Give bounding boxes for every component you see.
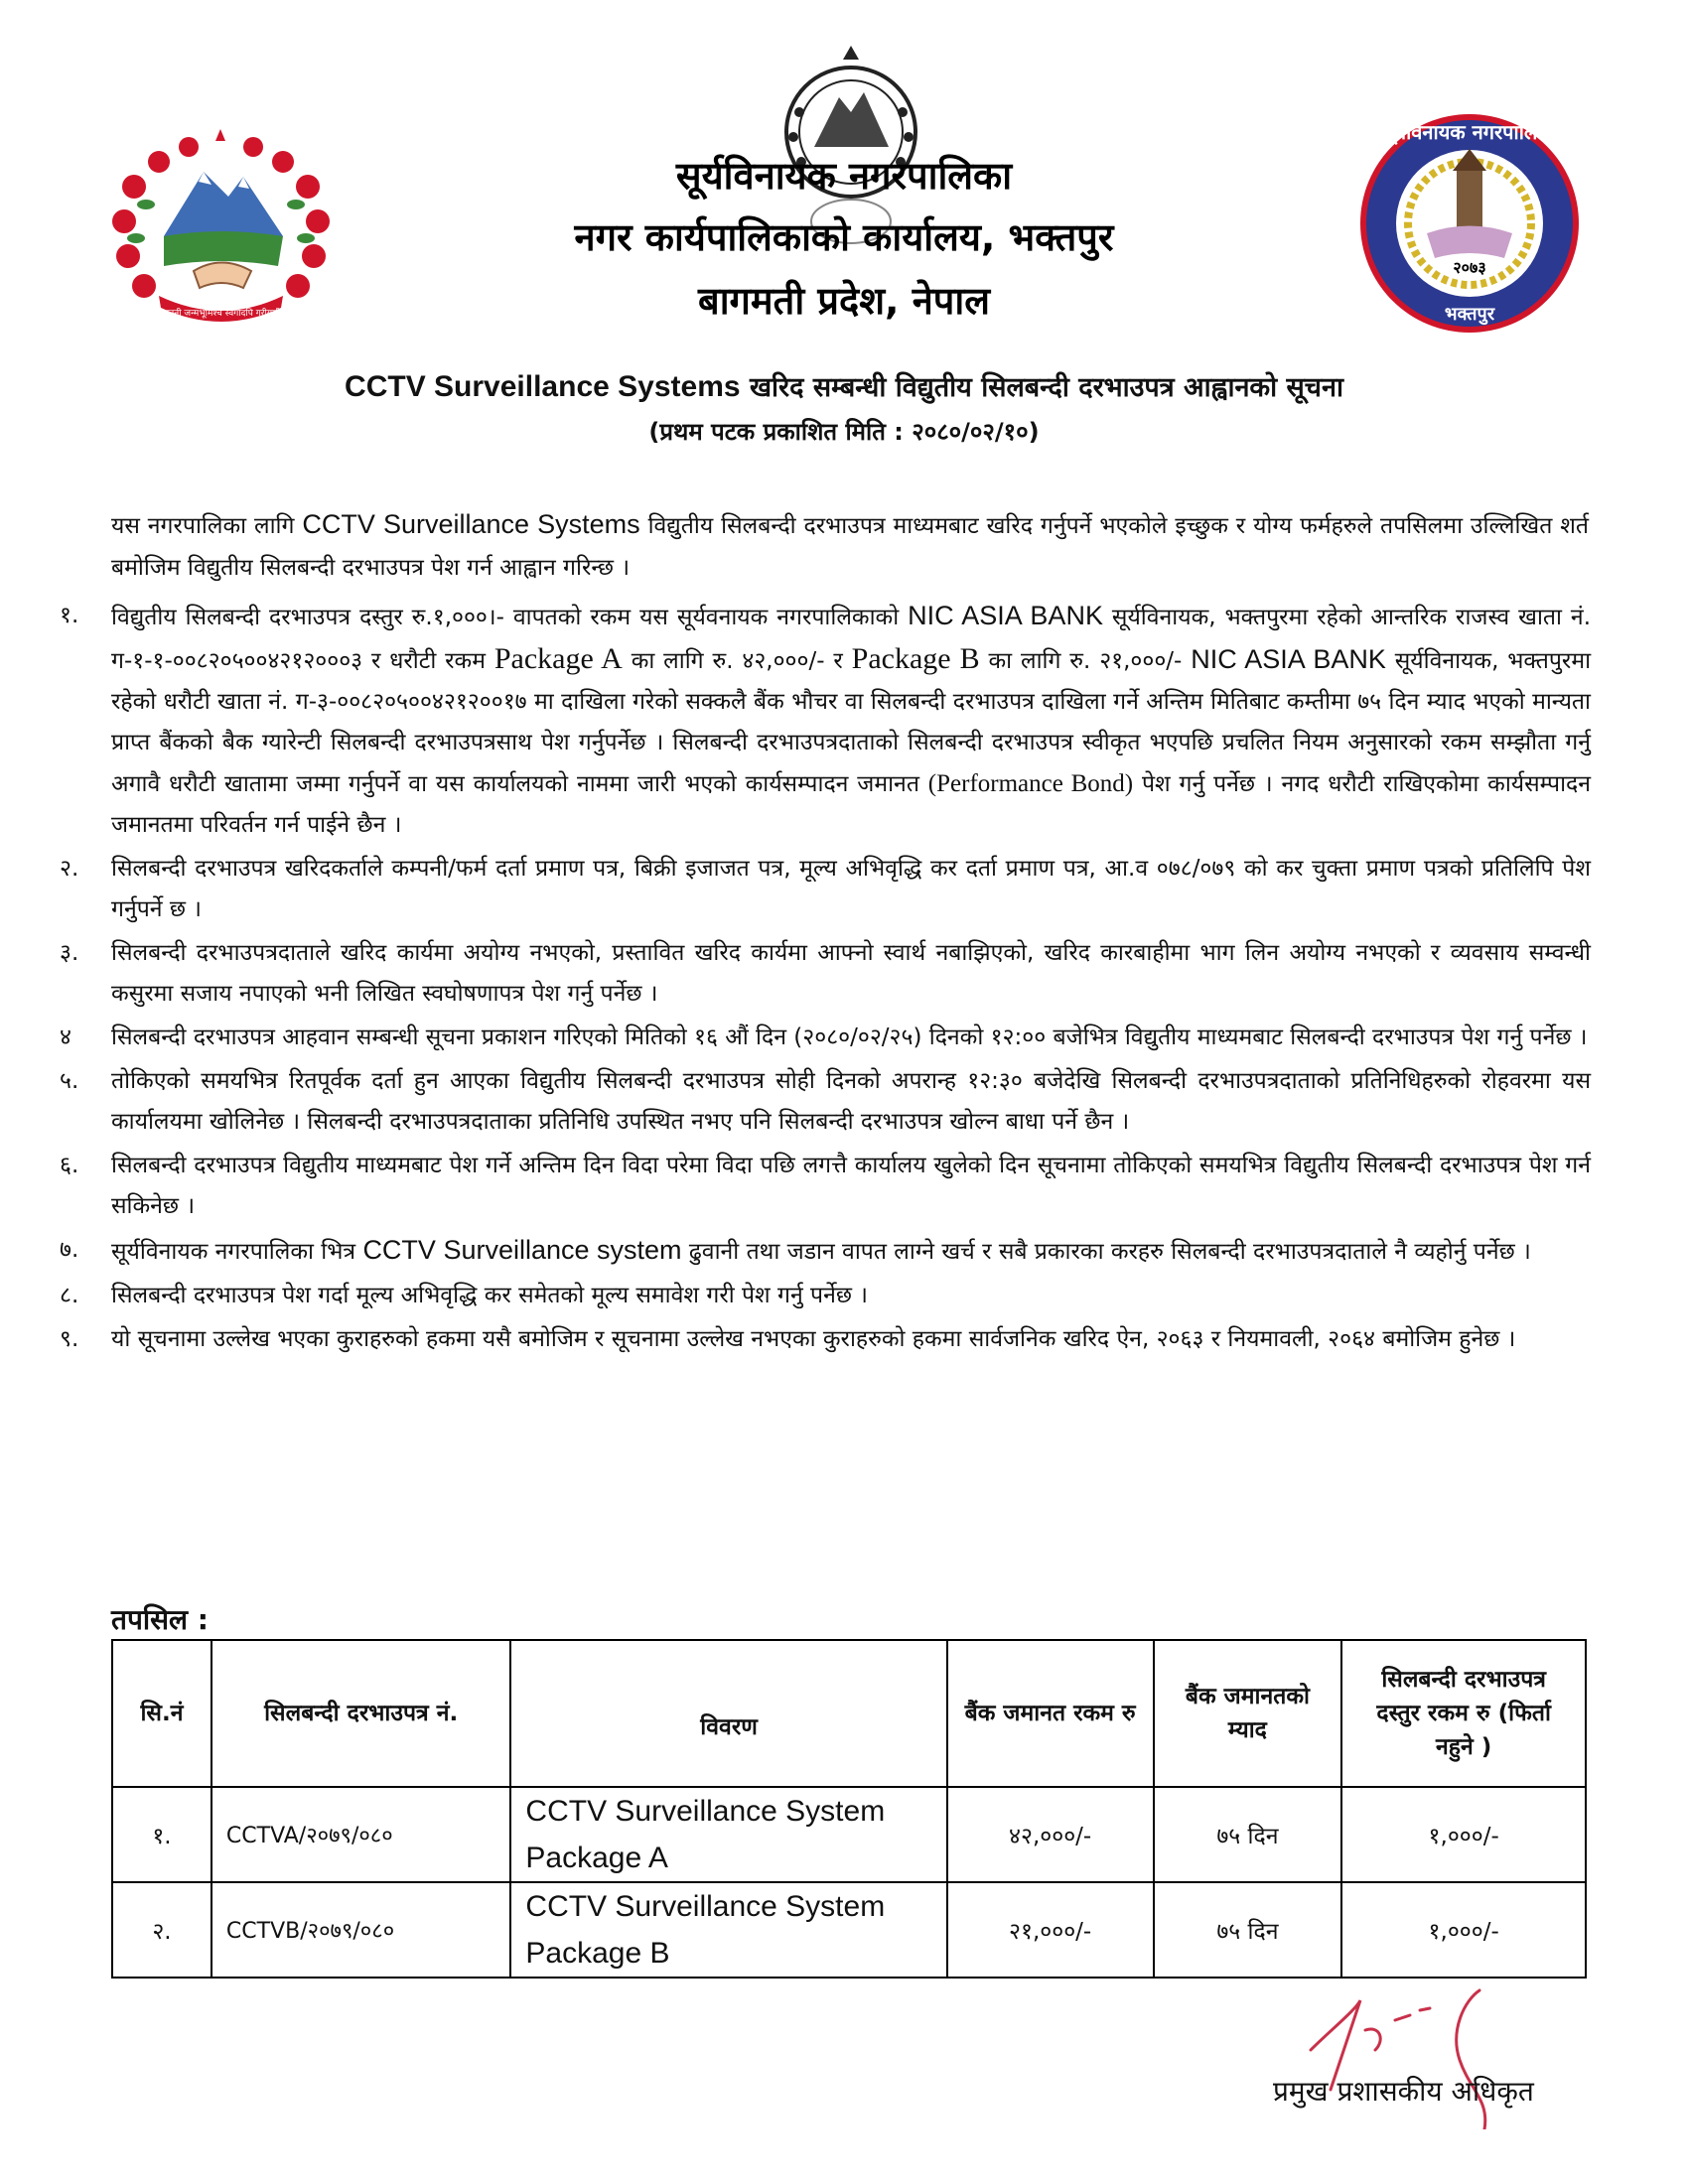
item-text: सिलबन्दी दरभाउपत्र खरिदकर्ताले कम्पनी/फर्म दर्ता प्रमाण पत्र, बिक्री इजाजत पत्र, मूल्य अभिवृद्धि कर दर्ता प्रमाण पत्र, आ.व ०७८/०७९ को कर चुक्ता प्रमाण पत्रको प्रतिलिपि पेश गर्नुपर्ने छ । <box>111 856 1591 922</box>
item-number: १. <box>60 603 79 628</box>
municipality-logo-icon <box>1355 109 1584 338</box>
list-item <box>60 1146 1591 1227</box>
item-text: सिलबन्दी दरभाउपत्र आहवान सम्बन्धी सूचना प्रकाशन गरिएको मितिको १६ औं दिन (२०८०/०२/२५) दिनको १२:०० बजेभित्र विद्युतीय माध्यमबाट सिलबन्दी दरभाउपत्र पेश गर्नु पर्नेछ । <box>111 1024 1588 1050</box>
province-line: बागमती प्रदेश, नेपाल <box>698 279 990 323</box>
item-number: ३. <box>60 940 79 966</box>
item-text: विद्युतीय सिलबन्दी दरभाउपत्र दस्तुर रु.१,०००।- वापतको रकम यस सूर्यवनायक नगरपालिकाको NIC ASIA BANK सूर्यविनायक, भक्तपुरमा रहेको आन्तरिक राजस्व खाता नं. ग-१-१-००८२०५००४२१२०००३ र धरौटी रकम Package A का लागि रु. ४२,०००/- र Package B का लागि रु. २१,०००/- NIC ASIA BANK सूर्यविनायक, भक्तपुरमा रहेको धरौटी खाता नं. ग-३-००८२०५००४२१२००१७ मा दाखिला गरेको सक्कलै बैंक भौचर वा सिलबन्दी दरभाउपत्र दाखिला गर्ने अन्तिम मितिबाट कम्तीमा ७५ दिन म्याद भएको मान्यता प्राप्त बैंकको बैक ग्यारेन्टी सिलबन्दी दरभाउपत्रसाथ पेश गर्नुपर्नेछ । सिलबन्दी दरभाउपत्रदाताको सिलबन्दी दरभाउपत्र स्वीकृत भएपछि प्रचलित नियम अनुसारको रकम सम्झौता गर्नु अगावै धरौटी खातामा जम्मा गर्नुपर्ने वा यस कार्यालयको नाममा जारी भएको कार्यसम्पादन जमानत (Performance Bond) पेश गर्नु पर्नेछ । नगद धरौटी राखिएकोमा कार्यसम्पादन जमानतमा परिवर्तन गर्न पाईने छैन । <box>111 601 1592 838</box>
col-header-validity: बैंक जमानतको म्याद <box>1154 1640 1342 1787</box>
item-number: ७. <box>60 1237 79 1263</box>
list-item <box>60 1276 1591 1316</box>
item-number: ४ <box>60 1024 71 1050</box>
col-header-fee: सिलबन्दी दरभाउपत्र दस्तुर रकम रु (फिर्ता नहुने ) <box>1341 1640 1586 1787</box>
intro-paragraph <box>111 503 1589 589</box>
cell-sn: १. <box>112 1787 211 1882</box>
item-number: ५. <box>60 1068 79 1094</box>
list-item <box>60 596 1591 846</box>
cell-fee: १,०००/- <box>1341 1787 1586 1882</box>
list-item <box>60 849 1591 930</box>
office-address: नगर कार्यपालिकाको कार्यालय, भक्तपुर <box>574 215 1114 259</box>
item-number: ९. <box>60 1326 79 1352</box>
table-row <box>112 1787 1586 1882</box>
list-item <box>60 1018 1591 1058</box>
item-text: सूर्यविनायक नगरपालिका भित्र CCTV Surveillance system ढुवानी तथा जडान वापत लाग्ने खर्च र सबै प्रकारका करहरु सिलबन्दी दरभाउपत्रदाताले नै व्यहोर्नु पर्नेछ । <box>111 1235 1531 1265</box>
logo-title: सूर्यविनायक नगरपालिका <box>1381 120 1558 144</box>
logo-city: भक्तपुर <box>1444 304 1495 325</box>
conditions-list <box>60 596 1591 1363</box>
item-number: २. <box>60 856 79 882</box>
notice-title-np: खरिद सम्बन्धी विद्युतीय सिलबन्दी दरभाउपत्र आह्वानको सूचना <box>749 372 1343 403</box>
emblem-motto: जननी जन्मभूमिश्च स्वर्गादपि गरीयसी <box>162 309 281 319</box>
list-item <box>60 1061 1591 1143</box>
item-text: सिलबन्दी दरभाउपत्र विद्युतीय माध्यमबाट पेश गर्ने अन्तिम दिन विदा परेमा विदा पछि लगत्तै कार्यालय खुलेको दिन सूचनामा तोकिएको समयभित्र विद्युतीय सिलबन्दी दरभाउपत्र पेश गर्न सकिनेछ । <box>111 1153 1591 1219</box>
cell-desc: CCTV Surveillance System Package A <box>510 1787 946 1882</box>
col-header-desc: विवरण <box>510 1640 946 1787</box>
intro-text-1: यस नगरपालिका लागि <box>111 513 295 539</box>
col-header-sn: सि.नं <box>112 1640 211 1787</box>
col-header-ref: सिलबन्दी दरभाउपत्र नं. <box>211 1640 511 1787</box>
item-text: यो सूचनामा उल्लेख भएका कुराहरुको हकमा यसै बमोजिम र सूचनामा उल्लेख नभएका कुराहरुको हकमा सार्वजनिक खरिद ऐन, २०६३ र नियमावली, २०६४ बमोजिम हुनेछ । <box>111 1326 1516 1352</box>
item-text: सिलबन्दी दरभाउपत्रदाताले खरिद कार्यमा अयोग्य नभएको, प्रस्तावित खरिद कार्यमा आफ्नो स्वार्थ नबाझिएको, खरिद कारबाहीमा भाग लिन अयोग्य नभएको र व्यवसाय सम्वन्धी कसुरमा सजाय नपाएको भनी लिखित स्वघोषणापत्र पेश गर्नु पर्नेछ । <box>111 940 1591 1007</box>
notice-title <box>139 367 1549 404</box>
cell-guarantee: ४२,०००/- <box>947 1787 1154 1882</box>
cell-ref: CCTVA/२०७९/०८० <box>211 1787 511 1882</box>
cell-sn: २. <box>112 1882 211 1978</box>
cell-guarantee: २१,०००/- <box>947 1882 1154 1978</box>
cell-ref: CCTVB/२०७९/०८० <box>211 1882 511 1978</box>
intro-text-2: विद्युतीय सिलबन्दी दरभाउपत्र माध्यमबाट खरिद गर्नुपर्ने भएकोले इच्छुक र योग्य फर्महरुले तपसिलमा उल्लिखित शर्त बमोजिम विद्युतीय सिलबन्दी दरभाउपत्र पेश गर्न आह्वान गरिन्छ । <box>111 513 1589 581</box>
col-header-guarantee: बैंक जमानत रकम रु <box>947 1640 1154 1787</box>
publish-date: (प्रथम पटक प्रकाशित मिति : २०८०/०२/१०) <box>648 418 1040 446</box>
table-header-row <box>112 1640 1586 1787</box>
notice-title-en: CCTV Surveillance Systems <box>345 370 741 403</box>
cell-validity: ७५ दिन <box>1154 1787 1342 1882</box>
intro-text-en: CCTV Surveillance Systems <box>302 509 640 539</box>
annex-table <box>111 1639 1587 1979</box>
item-number: ६. <box>60 1153 79 1178</box>
logo-year: २०७३ <box>1453 258 1486 277</box>
cell-validity: ७५ दिन <box>1154 1882 1342 1978</box>
table-row <box>112 1882 1586 1978</box>
list-item <box>60 1230 1591 1273</box>
signatory-title: प्रमुख प्रशासकीय अधिकृत <box>1273 2075 1534 2108</box>
list-item <box>60 1319 1591 1360</box>
item-text: सिलबन्दी दरभाउपत्र पेश गर्दा मूल्य अभिवृद्धि कर समेतको मूल्य समावेश गरी पेश गर्नु पर्नेछ । <box>111 1283 869 1308</box>
annex-label: तपसिल : <box>111 1603 209 1636</box>
list-item <box>60 933 1591 1015</box>
item-number: ८. <box>60 1283 79 1308</box>
nepal-emblem-icon <box>104 127 338 331</box>
cell-desc: CCTV Surveillance System Package B <box>510 1882 946 1978</box>
office-name: सूर्यविनायक नगरपालिका <box>675 154 1013 198</box>
item-text: तोकिएको समयभित्र रितपूर्वक दर्ता हुन आएका विद्युतीय सिलबन्दी दरभाउपत्र सोही दिनको अपरान्ह १२:३० बजेदेखि सिलबन्दी दरभाउपत्रदाताको प्रतिनिधिहरुको रोहवरमा यस कार्यालयमा खोलिनेछ । सिलबन्दी दरभाउपत्रदाताका प्रतिनिधि उपस्थित नभए पनि सिलबन्दी दरभाउपत्र खोल्न बाधा पर्ने छैन । <box>111 1068 1591 1135</box>
cell-fee: १,०००/- <box>1341 1882 1586 1978</box>
